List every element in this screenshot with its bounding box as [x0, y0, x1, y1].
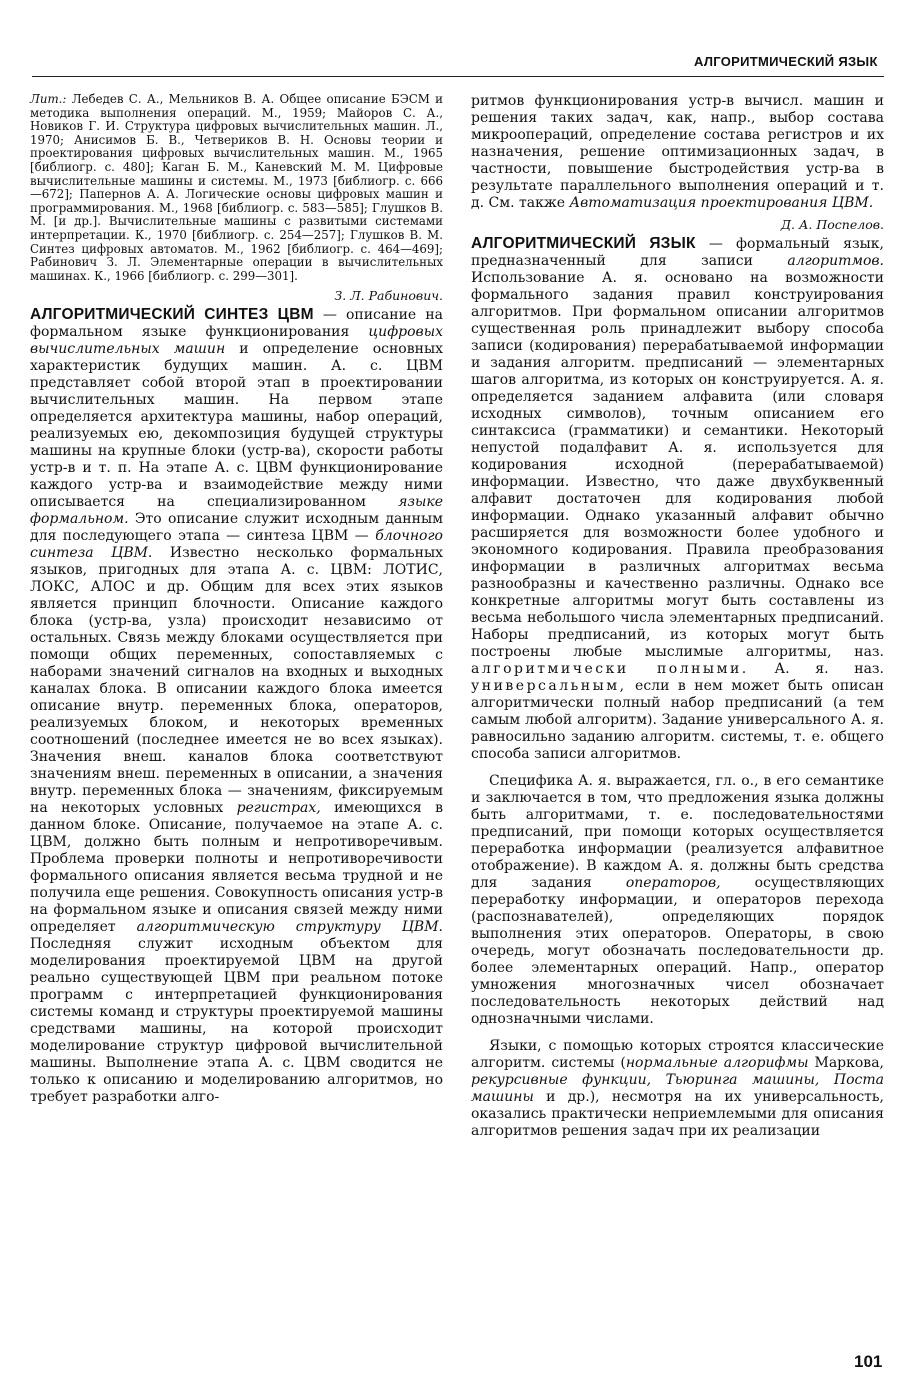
article-language-p3: [471, 1038, 884, 1140]
spaced-term: универсальным,: [471, 678, 627, 694]
italic-term: рекурсивные функции, Тьюринга машины, Поста машины: [471, 1072, 884, 1105]
text-run: — описание на формальном языке функционирования: [30, 307, 443, 341]
italic-term: языке формальном.: [30, 494, 444, 528]
article-continuation: [471, 93, 884, 212]
text-run: Известно несколько формальных языков, пригодных для этапа А. с. ЦВМ: ЛОТИС, ЛОКС, АЛОС и др. Общим для всех этих языков является принцип блочности. Описание каждого блока (устр-ва, узла) происходит независимо от остальных. Связь между блоками осуществляется при помощи общих переменных, сопоставляемых с наборами значений сигналов на входных и выходных каналах блока. В описании каждого блока имеется описание внутр. переменных блока, операторов, реализуемых блоком, и некоторых временных соотношений (последнее имеется не во всех языках). Значения внеш. каналов блока соответствуют значениям внеш. переменных в описании, а значения внутр. переменных блока — значениям, фиксируемым на некоторых условных: [30, 545, 443, 817]
text-run: и др.), несмотря на их универсальность, оказались практически неприемлемыми для описания алгоритмов решения задач при их реализации: [471, 1089, 884, 1139]
text-run: Использование А. я. основано на возможности формального задания правил конструирования алгоритмов. При формальном описании алгоритмов существенная роль принадлежит выбору способа записи (кодирования) перерабатываемой информации и задания алгоритм. предписаний — элементарных шагов алгоритма, из которых он конструируется. А. я. определяется заданием алфавита (или словаря исходных символов), точным описанием его синтаксиса (грамматики) и семантики. Некоторый непустой подалфавит А. я. используется для кодирования исходной (перерабатываемой) информации. Известно, что даже двухбуквенный алфавит достаточен для кодирования любой информации. Однако указанный алфавит обычно расширяется для возможности более удобного и экономного кодирования. Правила преобразования информации в различных алгоритмах весьма разнообразны и качественно различны. Однако все конкретные алгоритмы могут быть составлены из весьма небольшого числа элементарных предписаний. Наборы предписаний, из которых могут быть построены любые мыслимые алгоритмы, наз.: [471, 270, 884, 660]
entry-term-language: АЛГОРИТМИЧЕСКИЙ ЯЗЫК: [471, 235, 696, 252]
italic-term: алгоритмов.: [787, 253, 884, 269]
italic-term: нормальные алгорифмы: [625, 1055, 809, 1071]
text-run: Последняя служит исходным объектом для моделирования проектируемой ЦВМ на другой реально существующей ЦВМ при реальном потоке программ с интерпретацией функционирования системы команд и структуры проектируемой машины средствами машины, на которой происходит моделирование структур цифровой вычислительной машины. Выполнение этапа А. с. ЦВМ сводится не только к описанию и моделированию алгоритмов, но требует разработки алго-: [30, 936, 443, 1106]
text-run: Это описание служит исходным данным для последующего этапа — синтеза ЦВМ —: [30, 511, 444, 545]
cross-reference: Автоматизация проектирования ЦВМ.: [569, 195, 874, 211]
italic-term: блочного синтеза ЦВМ.: [30, 528, 443, 562]
author-signature-1: З. Л. Рабинович.: [334, 288, 443, 304]
text-run: осуществляющих переработку информации, и операторов перехода (распознавателей), определяющих порядок выполнения этих операторов. Операторы, в свою очередь, могут обозначать последовательности др. более элементарных операций. Напр., оператор умножения многозначных чисел обозначает последовательность некоторых действий над однозначными числами.: [471, 875, 884, 1027]
text-run: если в нем может быть описан алгоритмически полный набор предписаний (а тем самым любой алгоритм). Задание универсального А. я. равносильно заданию алгоритм. системы, т. е. общего способа записи алгоритмов.: [471, 678, 885, 762]
article-language-p2: [471, 773, 884, 1028]
literature-label: Лит.:: [30, 92, 67, 106]
text-run: Специфика А. я. выражается, гл. о., в его семантике и заключается в том, что предложения языка должны быть алгоритмами, т. е. последовательностями предписаний, при помощи которых осуществляется переработка информации (реализуется алфавитное отображение). В каждом А. я. должны быть средства для задания: [471, 773, 884, 891]
author-signature-2: Д. А. Поспелов.: [780, 217, 884, 232]
text-run: Языки, с помощью которых строятся классические алгоритм. системы (: [471, 1038, 884, 1071]
text-run: имеющихся в данном блоке. Описание, получаемое на этапе А. с. ЦВМ, должно быть полным и непротиворечивым. Проблема проверки полноты и непротиворечивости формального описания является весьма трудной и не получила еще решения. Совокупность описания устр-в на формальном языке и описания связей между ними определяет: [30, 800, 444, 936]
italic-term: регистрах,: [236, 800, 321, 817]
text-run: ритмов функционирования устр-в вычисл. машин и решения таких задач, как, напр., выбор состава микроопераций, определение состава регистров и их назначения, решение оптимизационных задач, в частности, повышение быстродействия устр-ва в результате параллельного выполнения операций и т. д. См. также: [471, 93, 884, 211]
text-run: — формальный язык, предназначенный для записи: [471, 236, 884, 269]
spaced-term: алгоритмически полными.: [471, 661, 749, 677]
article-synthesis: [30, 306, 443, 1106]
italic-term: цифровых вычислительных машин: [30, 324, 443, 358]
page-number: 101: [854, 1352, 883, 1371]
italic-term: операторов,: [625, 875, 721, 891]
literature-text: Лебедев С. А., Мельников В. А. Общее описание БЭСМ и методика выполнения операций. М., 1959; Майоров С. А., Новиков Г. И. Структура цифровых вычислительных машин. Л., 1970; Анисимов Б. В., Четвериков В. Н. Основы теории и проектирования цифровых вычислительных машин. М., 1965 [библиогр. с. 480]; Каган Б. М., Каневский М. М. Цифровые вычислительные машины и системы. М., 1973 [библиогр. с. 666—672]; Папернов А. А. Логические основы цифровых машин и программирования. М., 1968 [библиогр. с. 583—585]; Глушков В. М. [и др.]. Вычислительные машины с развитыми системами интерпретации. К., 1970 [библиогр. с. 254—257]; Глушков В. М. Синтез цифровых автоматов. М., 1962 [библиогр. с. 464—469]; Рабинович З. Л. Элементарные операции в вычислительных машинах. К., 1966 [библиогр. с. 299—301].: [30, 92, 444, 283]
text-run: А. я. наз.: [774, 661, 884, 677]
text-run: и определение основных характеристик будущих машин. А. с. ЦВМ представляет собой второй этап в проектировании вычислительных машин. На первом этапе определяется архитектура машины, набор операций, реализуемых ею, декомпозиция будущей структуры машины на крупные блоки (устр-ва), скорости работы устр-в и т. п. На этапе А. с. ЦВМ функционирование каждого устр-ва и взаимодействие между ними описывается на специализированном: [30, 341, 443, 511]
text-run: Маркова,: [814, 1055, 884, 1071]
article-language-p1: [471, 235, 884, 763]
left-column: [30, 93, 443, 1106]
header-rule: [32, 76, 884, 77]
italic-term: алгоритмическую структуру ЦВМ.: [136, 919, 443, 936]
right-column: [471, 93, 884, 1140]
running-head-title: АЛГОРИТМИЧЕСКИЙ ЯЗЫК: [694, 54, 878, 69]
entry-term-synthesis: АЛГОРИТМИЧЕСКИЙ СИНТЕЗ ЦВМ: [30, 306, 314, 324]
literature-references: [30, 93, 443, 283]
